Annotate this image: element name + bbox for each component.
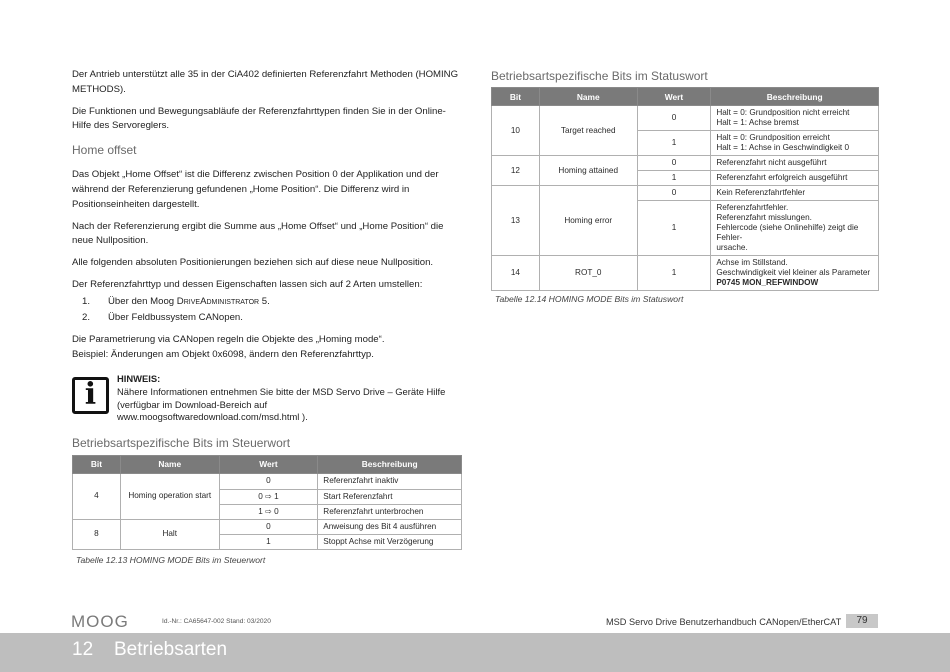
info-icon — [72, 377, 109, 414]
header-bit: Bit — [492, 88, 540, 106]
status-word-caption: Tabelle 12.14 HOMING MODE Bits im Statuswort — [495, 294, 684, 304]
home-offset-paragraph-1: Das Objekt „Home Offset“ ist die Differenz zwischen Position 0 der Applikation und der während der Referenzierung gefundenen „Home Position“. Die Differenz wird in Positionseinheiten dargestellt. — [72, 169, 439, 210]
header-wert: Wert — [219, 455, 318, 473]
cell-name: Homing error — [539, 186, 637, 256]
cell-wert: 1 — [637, 256, 711, 291]
cell-wert: 0 ⇨ 1 — [219, 489, 318, 504]
page-number: 79 — [846, 614, 878, 628]
cell-desc: Anweisung des Bit 4 ausführen — [318, 519, 462, 534]
left-column — [72, 68, 462, 568]
desc-line: Referenzfahrt misslungen. — [716, 213, 812, 222]
cell-wert: 1 — [637, 171, 711, 186]
cell-bit: 4 — [73, 473, 121, 519]
cell-desc — [711, 201, 879, 256]
cell-desc: Referenzfahrt inaktiv — [318, 473, 462, 489]
chapter-number: 12 — [72, 639, 94, 660]
desc-line: Geschwindigkeit viel kleiner als Parameter — [716, 268, 871, 277]
desc-line: Halt = 1: Achse bremst — [716, 118, 799, 127]
desc-line: Halt = 1: Achse in Geschwindigkeit 0 — [716, 143, 850, 152]
cell-wert: 0 — [637, 156, 711, 171]
param-line-2: Beispiel: Änderungen am Objekt 0x6098, ändern den Referenzfahrttyp. — [72, 349, 374, 361]
cell-desc — [711, 256, 879, 291]
intro-paragraph-1: Der Antrieb unterstützt alle 35 in der CiA402 definierten Referenzfahrt Methoden (HOMING METHODS). — [72, 69, 459, 95]
hint-title: HINWEIS: — [117, 372, 161, 384]
desc-line-parameter: P0745 MON_REFWINDOW — [716, 278, 819, 287]
header-beschreibung: Beschreibung — [318, 455, 462, 473]
right-column — [491, 68, 879, 304]
table-row — [73, 519, 462, 534]
cell-wert: 0 — [219, 519, 318, 534]
cell-desc: Referenzfahrt erfolgreich ausgeführt — [711, 171, 879, 186]
info-icon-glyph: i — [84, 377, 97, 413]
cell-wert: 0 — [637, 186, 711, 201]
cell-bit: 12 — [492, 156, 540, 186]
home-offset-paragraph-4: Der Referenzfahrttyp und dessen Eigenschaften lassen sich auf 2 Arten umstellen: — [72, 278, 423, 290]
cell-wert: 1 ⇨ 0 — [219, 504, 318, 519]
cell-name: ROT_0 — [539, 256, 637, 291]
control-word-heading: Betriebsartspezifische Bits im Steuerwort — [72, 435, 291, 450]
chapter-title: Betriebsarten — [114, 639, 228, 660]
status-word-table — [491, 87, 879, 291]
list-item-text-pre: Über Feldbussystem CANopen. — [108, 311, 243, 323]
cell-desc — [711, 131, 879, 156]
header-beschreibung: Beschreibung — [711, 88, 879, 106]
manual-title: MSD Servo Drive Benutzerhandbuch CANopen/EtherCAT — [606, 617, 842, 627]
methods-list — [82, 295, 462, 326]
moog-logo: MOOG — [71, 612, 129, 631]
cell-name: Homing attained — [539, 156, 637, 186]
home-offset-heading: Home offset — [72, 143, 137, 158]
hint-line-1: Nähere Informationen entnehmen Sie bitte der MSD Servo Drive – Geräte Hilfe — [117, 385, 446, 397]
control-word-caption: Tabelle 12.13 HOMING MODE Bits im Steuerwort — [76, 554, 266, 565]
desc-line: Halt = 0: Grundposition nicht erreicht — [716, 108, 850, 117]
cell-wert: 0 — [219, 473, 318, 489]
header-wert: Wert — [637, 88, 711, 106]
header-name: Name — [120, 455, 219, 473]
cell-name: Halt — [120, 519, 219, 549]
cell-bit: 14 — [492, 256, 540, 291]
table-row — [492, 256, 879, 291]
cell-wert: 0 — [637, 106, 711, 131]
param-paragraph — [72, 333, 462, 363]
list-item-text-post: 5. — [259, 295, 270, 307]
desc-line: ursache. — [716, 243, 748, 252]
hint-link[interactable]: www.moogsoftwaredownload.com/msd.html ). — [117, 411, 308, 423]
home-offset-paragraph-3: Alle folgenden absoluten Positionierungen beziehen sich auf diese neue Nullposition. — [72, 257, 434, 269]
list-item — [82, 311, 462, 326]
cell-desc: Stoppt Achse mit Verzögerung — [318, 534, 462, 549]
list-item-number: 1. — [82, 295, 91, 307]
table-row — [492, 106, 879, 131]
header-bit: Bit — [73, 455, 121, 473]
table-row — [492, 186, 879, 201]
cell-wert: 1 — [637, 201, 711, 256]
param-line-1: Die Parametrierung via CANopen regeln die Objekte des „Homing mode“. — [72, 334, 385, 346]
hint-line-2: (verfügbar im Download-Bereich auf — [117, 398, 268, 410]
desc-line: Fehlercode (siehe Onlinehilfe) zeigt die Fehler- — [716, 223, 859, 242]
header-name: Name — [539, 88, 637, 106]
table-row — [73, 473, 462, 489]
cell-bit: 10 — [492, 106, 540, 156]
cell-name: Homing operation start — [120, 473, 219, 519]
cell-bit: 8 — [73, 519, 121, 549]
cell-name: Target reached — [539, 106, 637, 156]
cell-wert: 1 — [637, 131, 711, 156]
cell-bit: 13 — [492, 186, 540, 256]
desc-line: Achse im Stillstand. — [716, 258, 788, 267]
control-word-table — [72, 455, 462, 550]
table-row — [492, 156, 879, 171]
document-id: Id.-Nr.: CA65647-002 Stand: 03/2020 — [162, 618, 271, 625]
cell-wert: 1 — [219, 534, 318, 549]
table-header-row — [492, 88, 879, 106]
cell-desc: Referenzfahrt nicht ausgeführt — [711, 156, 879, 171]
table-header-row — [73, 455, 462, 473]
desc-line: Referenzfahrtfehler. — [716, 203, 789, 212]
hint-text — [117, 373, 462, 424]
cell-desc: Kein Referenzfahrtfehler — [711, 186, 879, 201]
cell-desc: Referenzfahrt unterbrochen — [318, 504, 462, 519]
desc-line: Halt = 0: Grundposition erreicht — [716, 133, 830, 142]
list-item-number: 2. — [82, 311, 91, 323]
home-offset-paragraph-2: Nach der Referenzierung ergibt die Summe aus „Home Offset“ und „Home Position“ die neue Nullposition. — [72, 220, 444, 247]
hint-box — [72, 373, 462, 421]
cell-desc: Start Referenzfahrt — [318, 489, 462, 504]
list-item-text-pre: Über den Moog — [108, 295, 177, 307]
cell-desc — [711, 106, 879, 131]
list-item — [82, 295, 462, 310]
intro-paragraph-2: Die Funktionen und Bewegungsabläufe der Referenzfahrttypen finden Sie in der Online-Hilfe des Servoreglers. — [72, 105, 446, 132]
list-item-product-name: DriveAdministrator — [176, 295, 260, 307]
status-word-heading: Betriebsartspezifische Bits im Statuswort — [491, 69, 708, 83]
